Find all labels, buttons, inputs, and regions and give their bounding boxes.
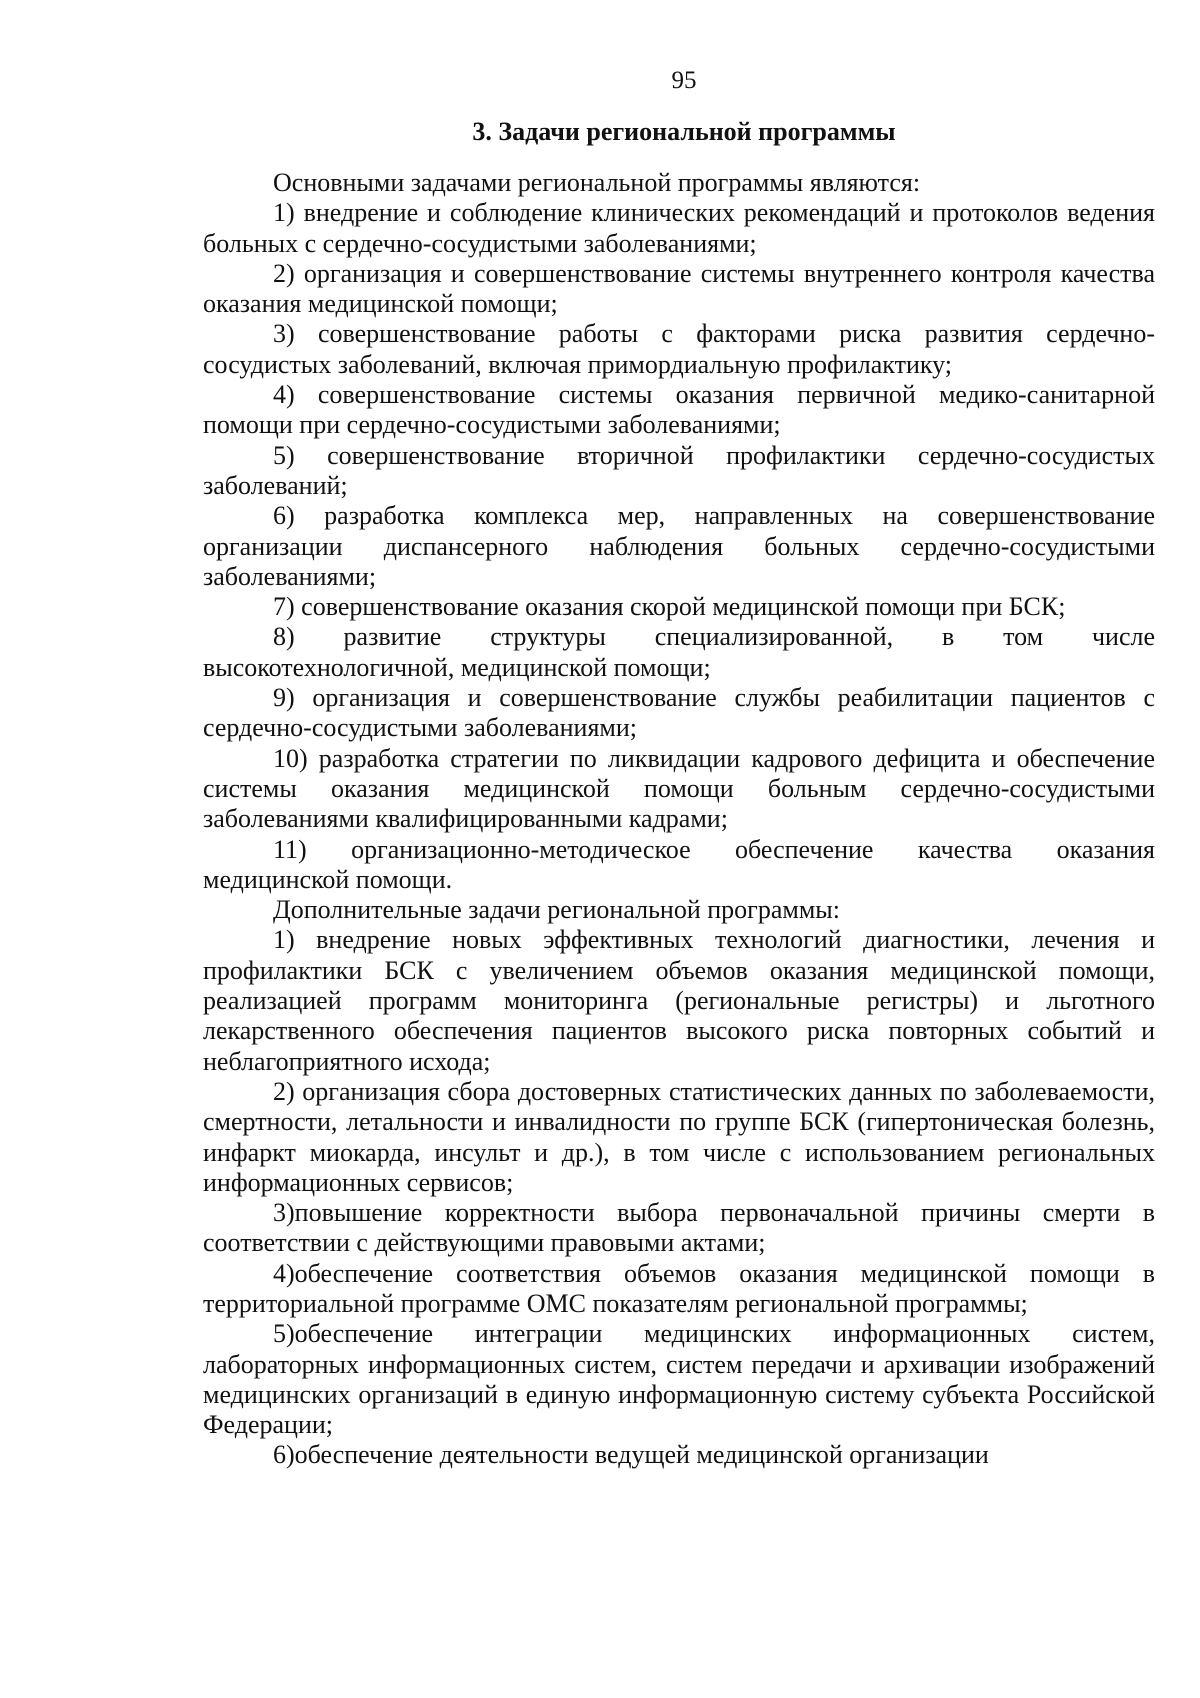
task-item-7: 7) совершенствование оказания скорой медицинской помощи при БСК; — [273, 592, 1066, 622]
additional-task-item-3: 3)повышение корректности выбора первоначальной причины смерти в соответствии с действующими правовыми актами; — [203, 1198, 1155, 1258]
additional-task-item-6: 6)обеспечение деятельности ведущей медицинской организации — [273, 1440, 989, 1470]
task-item-6: 6) разработка комплекса мер, направленных на совершенствование организации диспансерного наблюдения больных сердечно-сосудистыми заболеваниями; — [203, 501, 1155, 591]
task-item-11: 11) организационно-методическое обеспечение качества оказания медицинской помощи. — [203, 834, 1155, 894]
document-body — [203, 168, 1155, 1471]
intro-paragraph: Основными задачами региональной программы являются: — [273, 168, 921, 197]
task-item-4: 4) совершенствование системы оказания первичной медико-санитарной помощи при сердечно-сосудистыми заболеваниями; — [203, 380, 1155, 440]
additional-task-item-4: 4)обеспечение соответствия объемов оказания медицинской помощи в территориальной программе ОМС показателям региональной программы; — [203, 1258, 1155, 1318]
task-item-1: 1) внедрение и соблюдение клинических рекомендаций и протоколов ведения больных с сердечно-сосудистыми заболеваниями; — [203, 198, 1155, 258]
task-item-9: 9) организация и совершенствование службы реабилитации пациентов с сердечно-сосудистыми заболеваниями; — [203, 683, 1155, 743]
section-heading: 3. Задачи региональной программы — [472, 117, 896, 146]
task-item-8: 8) развитие структуры специализированной, в том числе высокотехнологичной, медицинской помощи; — [203, 622, 1155, 682]
task-item-2: 2) организация и совершенствование системы внутреннего контроля качества оказания медицинской помощи; — [203, 258, 1155, 319]
additional-task-item-1: 1) внедрение новых эффективных технологий диагностики, лечения и профилактики БСК с увеличением объемов оказания медицинской помощи, реализацией программ мониторинга (региональные регистры) и льготного лекарственного обеспечения пациентов высокого риска повторных событий и неблагоприятного исхода; — [203, 925, 1155, 1076]
task-item-10: 10) разработка стратегии по ликвидации кадрового дефицита и обеспечение системы оказания медицинской помощи больным сердечно-сосудистыми заболеваниями квалифицированными кадрами; — [203, 743, 1155, 834]
page-number: 95 — [671, 67, 697, 94]
task-item-3: 3) совершенствование работы с факторами риска развития сердечно-сосудистых заболеваний, включая примордиальную профилактику; — [203, 319, 1155, 379]
additional-intro-paragraph: Дополнительные задачи региональной программы: — [273, 895, 840, 925]
additional-task-item-5: 5)обеспечение интеграции медицинских информационных систем, лабораторных информационных систем, систем передачи и архивации изображений медицинских организаций в единую информационную систему субъекта Российской Федерации; — [203, 1319, 1155, 1440]
additional-task-item-2: 2) организация сбора достоверных статистических данных по заболеваемости, смертности, летальности и инвалидности по группе БСК (гипертоническая болезнь, инфаркт миокарда, инсульт и др.), в том числе с использованием региональных информационных сервисов; — [203, 1076, 1155, 1197]
task-item-5: 5) совершенствование вторичной профилактики сердечно-сосудистых заболеваний; — [203, 440, 1155, 500]
